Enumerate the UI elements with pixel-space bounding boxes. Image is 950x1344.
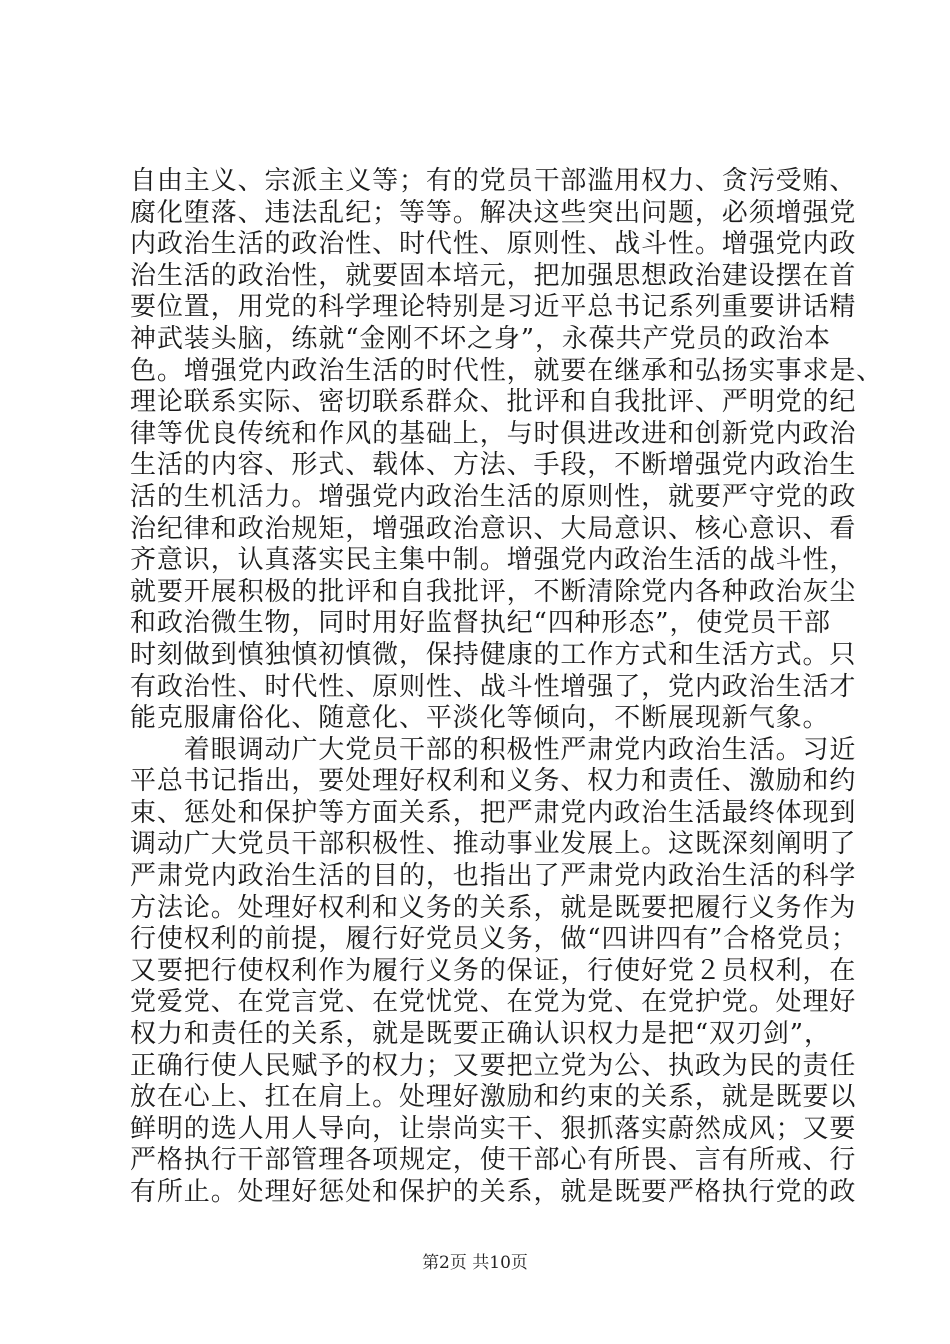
text-line: 有政治性、时代性、原则性、战斗性增强了，党内政治生活才 — [130, 671, 857, 702]
text-line: 平总书记指出，要处理好权利和义务、权力和责任、激励和约 — [130, 766, 857, 797]
text-line: 严格执行干部管理各项规定，使干部心有所畏、言有所戒、行 — [130, 1145, 857, 1176]
text-line: 就要开展积极的批评和自我批评，不断清除党内各种政治灰尘 — [130, 576, 857, 607]
text-line: 严肃党内政治生活的目的，也指出了严肃党内政治生活的科学 — [130, 861, 857, 892]
text-line: 又要把行使权利作为履行义务的保证，行使好党２员权利，在 — [130, 955, 857, 986]
text-line: 行使权利的前提，履行好党员义务，做“四讲四有”合格党员； — [130, 924, 858, 955]
text-line: 治纪律和政治规矩，增强政治意识、大局意识、核心意识、看 — [130, 513, 857, 544]
text-line: 内政治生活的政治性、时代性、原则性、战斗性。增强党内政 — [130, 229, 857, 260]
text-line: 腐化堕落、违法乱纪；等等。解决这些突出问题，必须增强党 — [130, 197, 857, 228]
page-number-footer: 第2页 共10页 — [422, 1253, 528, 1273]
text-line: 要位置，用党的科学理论特别是习近平总书记系列重要讲话精 — [130, 292, 857, 323]
paragraph-start-line: 着眼调动广大党员干部的积极性严肃党内政治生活。习近 — [130, 734, 857, 765]
text-line: 正确行使人民赋予的权力；又要把立党为公、执政为民的责任 — [130, 1050, 857, 1081]
text-line: 和政治微生物，同时用好监督执纪“四种形态”，使党员干部 — [130, 608, 831, 639]
text-line: 有所止。处理好惩处和保护的关系，就是既要严格执行党的政 — [130, 1177, 857, 1207]
text-line: 自由主义、宗派主义等；有的党员干部滥用权力、贪污受贿、 — [130, 166, 857, 196]
text-line: 鲜明的选人用人导向，让崇尚实干、狠抓落实蔚然成风；又要 — [130, 1113, 857, 1144]
text-line: 方法论。处理好权利和义务的关系，就是既要把履行义务作为 — [130, 892, 857, 923]
text-line: 束、惩处和保护等方面关系，把严肃党内政治生活最终体现到 — [130, 797, 857, 828]
text-line: 治生活的政治性，就要固本培元，把加强思想政治建设摆在首 — [130, 260, 857, 291]
text-line: 调动广大党员干部积极性、推动事业发展上。这既深刻阐明了 — [130, 829, 857, 860]
text-line: 权力和责任的关系，就是既要正确认识权力是把“双刃剑”， — [130, 1019, 831, 1050]
text-line: 神武装头脑，练就“金刚不坏之身”，永葆共产党员的政治本 — [130, 323, 831, 354]
text-line: 党爱党、在党言党、在党忧党、在党为党、在党护党。处理好 — [130, 987, 857, 1018]
text-line: 色。增强党内政治生活的时代性，就要在继承和弘扬实事求是、 — [130, 355, 884, 386]
text-line: 放在心上、扛在肩上。处理好激励和约束的关系，就是既要以 — [130, 1082, 857, 1113]
text-line: 生活的内容、形式、载体、方法、手段，不断增强党内政治生 — [130, 450, 857, 481]
text-line: 齐意识，认真落实民主集中制。增强党内政治生活的战斗性， — [130, 545, 857, 576]
text-line: 理论联系实际、密切联系群众、批评和自我批评、严明党的纪 — [130, 387, 857, 418]
body-text — [130, 166, 884, 1209]
text-line: 活的生机活力。增强党内政治生活的原则性，就要严守党的政 — [130, 481, 857, 512]
text-line: 能克服庸俗化、随意化、平淡化等倾向，不断展现新气象。 — [130, 703, 830, 734]
text-line: 时刻做到慎独慎初慎微，保持健康的工作方式和生活方式。只 — [130, 639, 857, 670]
text-line: 律等优良传统和作风的基础上，与时俱进改进和创新党内政治 — [130, 418, 857, 449]
